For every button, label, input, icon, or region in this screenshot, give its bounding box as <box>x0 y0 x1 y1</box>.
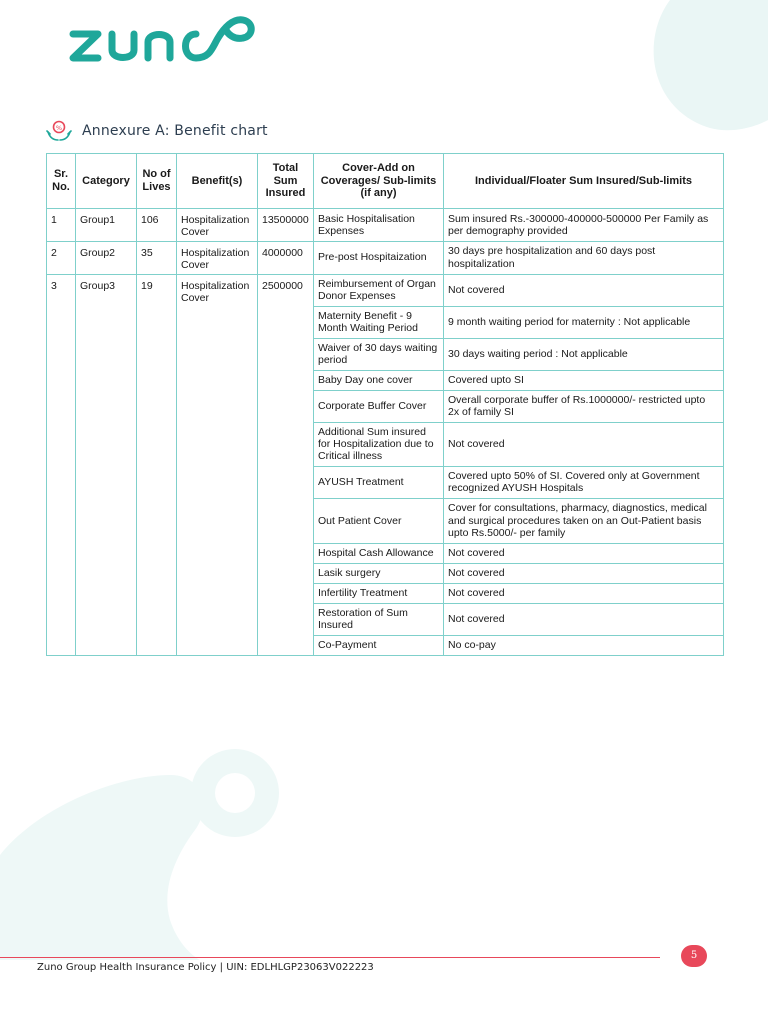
svg-text:%: % <box>55 124 63 132</box>
cell-limit: Covered upto 50% of SI. Covered only at Government recognized AYUSH Hospitals <box>444 466 724 498</box>
zuno-logo <box>68 8 268 68</box>
cell-limit: Not covered <box>444 603 724 635</box>
table-row <box>47 370 724 390</box>
cell-cover: AYUSH Treatment <box>314 466 444 498</box>
footer-text: Zuno Group Health Insurance Policy | UIN: EDLHLGP23063V022223 <box>37 962 374 973</box>
header-total-sum-insured: Total Sum Insured <box>258 154 314 209</box>
header-cover-add-on: Cover-Add on Coverages/ Sub-limits (if any) <box>314 154 444 209</box>
cell-cover: Lasik surgery <box>314 563 444 583</box>
table-row <box>47 563 724 583</box>
page-number: 5 <box>681 945 707 967</box>
cell-limit: Not covered <box>444 274 724 306</box>
cell-category: Group1 <box>76 209 137 242</box>
cell-cover: Pre-post Hospitaization <box>314 241 444 274</box>
cell-limit: 30 days pre hospitalization and 60 days post hospitalization <box>444 241 724 274</box>
cell-limit: Not covered <box>444 583 724 603</box>
cell-sum-insured: 13500000 <box>258 209 314 242</box>
table-header-row <box>47 154 724 209</box>
cell-limit: Not covered <box>444 422 724 466</box>
cell-cover: Infertility Treatment <box>314 583 444 603</box>
cell-cover: Co-Payment <box>314 635 444 655</box>
cell-sr: 3 <box>47 274 76 306</box>
header-category: Category <box>76 154 137 209</box>
cell-limit: Overall corporate buffer of Rs.1000000/- restricted upto 2x of family SI <box>444 390 724 422</box>
cell-cover: Maternity Benefit - 9 Month Waiting Period <box>314 306 444 338</box>
hands-percent-icon <box>46 120 72 142</box>
cell-limit: Not covered <box>444 543 724 563</box>
header-sr-no: Sr. No. <box>47 154 76 209</box>
cell-sr: 2 <box>47 241 76 274</box>
cell-benefit: Hospitalization Cover <box>177 241 258 274</box>
background-swirl-bottom <box>0 745 330 960</box>
cell-limit: Sum insured Rs.-300000-400000-500000 Per Family as per demography provided <box>444 209 724 242</box>
table-row <box>47 603 724 635</box>
cell-cover: Additional Sum insured for Hospitalization due to Critical illness <box>314 422 444 466</box>
cell-lives: 35 <box>137 241 177 274</box>
cell-limit: Cover for consultations, pharmacy, diagnostics, medical and surgical procedures taken on an Out-Patient basis upto Rs.5000/- per family <box>444 498 724 543</box>
table-row <box>47 209 724 242</box>
table-row <box>47 422 724 466</box>
header-no-of-lives: No of Lives <box>137 154 177 209</box>
cell-cover: Corporate Buffer Cover <box>314 390 444 422</box>
cell-limit: 30 days waiting period : Not applicable <box>444 338 724 370</box>
cell-limit: 9 month waiting period for maternity : Not applicable <box>444 306 724 338</box>
table-row <box>47 635 724 655</box>
table-row <box>47 241 724 274</box>
cell-cover: Restoration of Sum Insured <box>314 603 444 635</box>
table-row <box>47 390 724 422</box>
cell-benefit: Hospitalization Cover <box>177 274 258 306</box>
cell-cover: Basic Hospitalisation Expenses <box>314 209 444 242</box>
cell-category: Group3 <box>76 274 137 306</box>
cell-limit: Not covered <box>444 563 724 583</box>
cell-sum-insured: 4000000 <box>258 241 314 274</box>
cell-cover: Out Patient Cover <box>314 498 444 543</box>
cell-cover: Reimbursement of Organ Donor Expenses <box>314 274 444 306</box>
cell-sr: 1 <box>47 209 76 242</box>
table-row <box>47 338 724 370</box>
table-row <box>47 306 724 338</box>
section-heading <box>46 120 268 142</box>
table-row <box>47 466 724 498</box>
cell-category: Group2 <box>76 241 137 274</box>
cell-limit: No co-pay <box>444 635 724 655</box>
cell-lives: 19 <box>137 274 177 306</box>
cell-cover: Hospital Cash Allowance <box>314 543 444 563</box>
cell-sum-insured: 2500000 <box>258 274 314 306</box>
header-benefits: Benefit(s) <box>177 154 258 209</box>
table-row <box>47 583 724 603</box>
cell-cover: Waiver of 30 days waiting period <box>314 338 444 370</box>
section-title: Annexure A: Benefit chart <box>82 123 268 139</box>
benefit-table <box>46 153 724 656</box>
background-swirl-top-right <box>630 0 768 140</box>
cell-cover: Baby Day one cover <box>314 370 444 390</box>
cell-lives: 106 <box>137 209 177 242</box>
header-sum-insured-limits: Individual/Floater Sum Insured/Sub-limits <box>444 154 724 209</box>
table-row <box>47 274 724 306</box>
cell-limit: Covered upto SI <box>444 370 724 390</box>
cell-benefit: Hospitalization Cover <box>177 209 258 242</box>
table-row <box>47 498 724 543</box>
footer-divider <box>0 957 660 958</box>
table-row <box>47 543 724 563</box>
